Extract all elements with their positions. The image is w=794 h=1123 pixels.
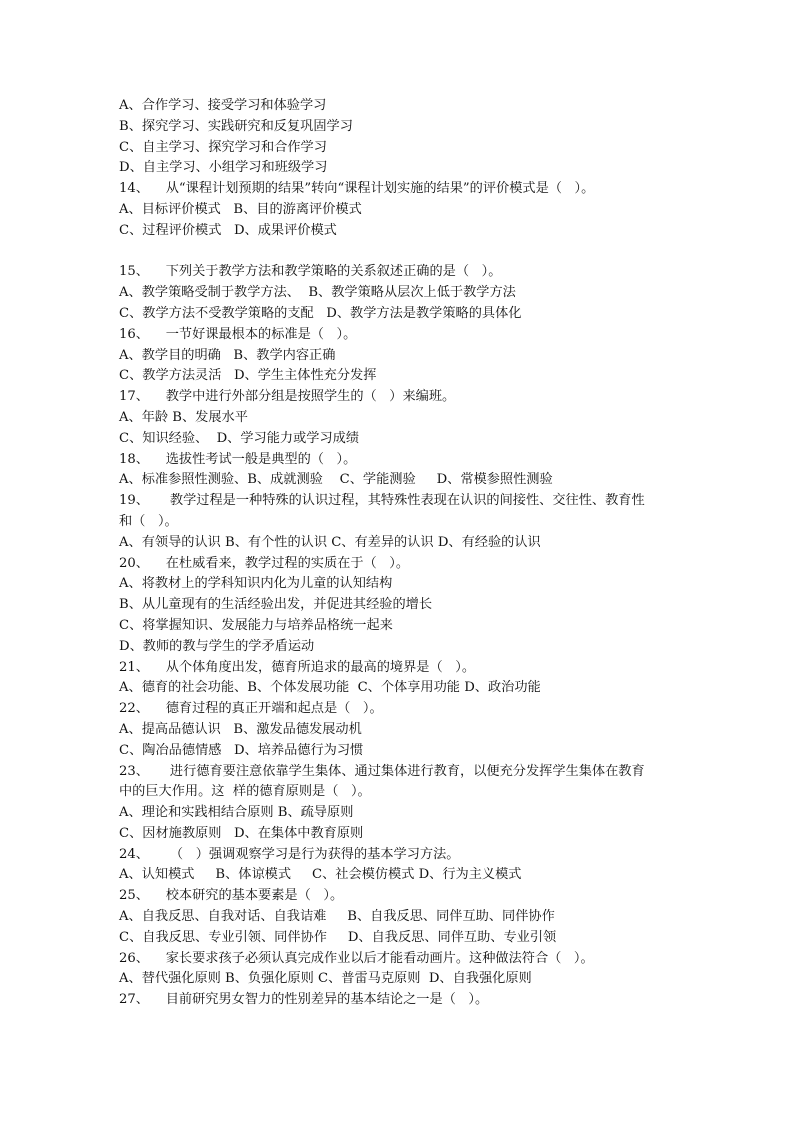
text-line: D、教师的教与学生的学矛盾运动 [119,638,315,654]
text-line: C、将掌握知识、发展能力与培养品格统一起来 [119,617,393,633]
text-line: A、教学目的明确 B、教学内容正确 [119,347,336,363]
text-line: 15、 下列关于教学方法和教学策略的关系叙述正确的是（ ）。 [119,264,502,280]
text-line: C、知识经验、 D、学习能力或学习成绩 [119,430,360,446]
text-line: A、标准参照性测验、B、成就测验 C、学能测验 D、常模参照性测验 [119,472,553,488]
text-line: 17、 教学中进行外部分组是按照学生的（ ）来编班。 [119,389,456,405]
text-line: 26、 家长要求孩子必须认真完成作业以后才能看动画片。这种做法符合（ ）。 [119,950,594,966]
text-line: 22、 德育过程的真正开端和起点是（ ）。 [119,701,383,717]
text-line: 23、 进行德育要注意依靠学生集体、通过集体进行教育，以便充分发挥学生集体在教育 [119,763,645,779]
text-line: 18、 选拔性考试一般是典型的（ ）。 [119,451,357,467]
text-line: A、德育的社会功能、B、个体发展功能 C、个体享用功能 D、政治功能 [119,680,541,696]
text-line: C、过程评价模式 D、成果评价模式 [119,222,337,238]
text-line: C、自我反思、专业引领、同伴协作 D、自我反思、同伴互助、专业引领 [119,929,557,945]
text-line: C、陶冶品德情感 D、培养品德行为习惯 [119,742,364,758]
text-line: 20、 在杜威看来，教学过程的实质在于（ ）。 [119,555,410,571]
text-line: 16、 一节好课最根本的标准是（ ）。 [119,326,357,342]
text-line: C、自主学习、探究学习和合作学习 [119,139,327,155]
text-line: C、教学方法灵活 D、学生主体性充分发挥 [119,368,377,384]
text-line: 和（ ）。 [119,513,178,529]
text-line: A、年龄 B、发展水平 [119,409,248,425]
text-line: 25、 校本研究的基本要素是（ ）。 [119,888,344,904]
text-line: 14、 从“课程计划预期的结果”转向“课程计划实施的结果”的评价模式是（ ）。 [119,181,595,197]
text-line: 中的巨大作用。这 样的德育原则是（ ）。 [119,784,371,800]
text-line: A、认知模式 B、体谅模式 C、社会模仿模式 D、行为主义模式 [119,867,522,883]
text-line: B、从儿童现有的生活经验出发，并促进其经验的增长 [119,597,433,613]
text-line: 24、 （ ）强调观察学习是行为获得的基本学习方法。 [119,846,460,862]
text-line: 19、 教学过程是一种特殊的认识过程，其特殊性表现在认识的间接性、交往性、教育性 [119,493,645,509]
text-line: B、探究学习、实践研究和反复巩固学习 [119,118,353,134]
text-line: D、自主学习、小组学习和班级学习 [119,160,328,176]
text-line: A、目标评价模式 B、目的游离评价模式 [119,201,362,217]
text-line: A、教学策略受制于教学方法、 B、教学策略从层次上低于教学方法 [119,285,516,301]
text-line: C、因材施教原则 D、在集体中教育原则 [119,825,364,841]
text-line: A、提高品德认识 B、激发品德发展动机 [119,721,362,737]
text-line: A、理论和实践相结合原则 B、疏导原则 [119,805,354,821]
text-line: 27、 目前研究男女智力的性别差异的基本结论之一是（ ）。 [119,992,489,1008]
text-line [119,242,794,263]
text-line: C、教学方法不受教学策略的支配 D、教学方法是教学策略的具体化 [119,305,522,321]
text-line: A、有领导的认识 B、有个性的认识 C、有差异的认识 D、有经验的认识 [119,534,541,550]
text-line: A、替代强化原则 B、负强化原则 C、普雷马克原则 D、自我强化原则 [119,971,532,987]
text-line: A、自我反思、自我对话、自我诘难 B、自我反思、同伴互助、同伴协作 [119,909,555,925]
text-line: A、合作学习、接受学习和体验学习 [119,98,327,113]
text-line: A、将教材上的学科知识内化为儿童的认知结构 [119,576,393,592]
text-line: 21、 从个体角度出发，德育所追求的最高的境界是（ ）。 [119,659,476,675]
